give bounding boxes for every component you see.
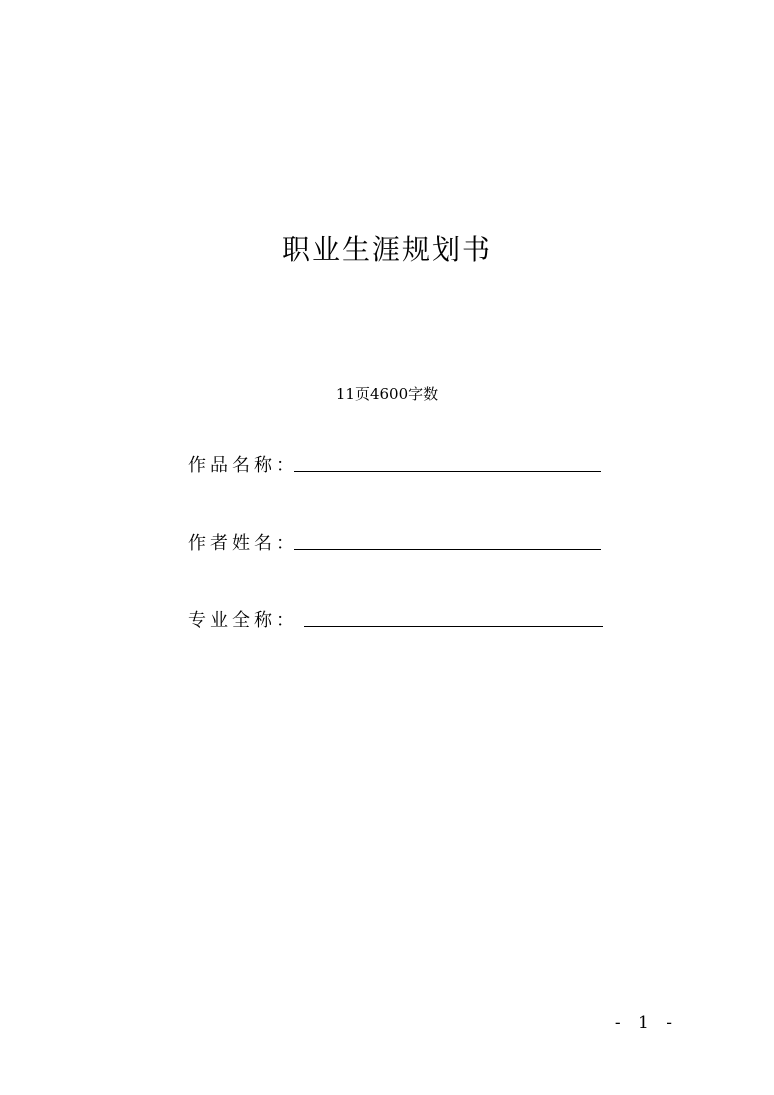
- work-name-field: [188, 451, 608, 479]
- document-title: 职业生涯规划书: [281, 233, 492, 266]
- page-number: - 1 -: [614, 1013, 678, 1033]
- work-name-label: 作品名称：: [188, 455, 298, 476]
- major-name-label: 专业全称：: [188, 610, 298, 631]
- major-name-field: [188, 606, 608, 634]
- author-name-field: [188, 529, 608, 557]
- author-name-underline: [294, 549, 601, 550]
- author-name-label: 作者姓名：: [188, 533, 298, 554]
- work-name-underline: [294, 471, 601, 472]
- page-word-count: 11页4600字数: [335, 385, 439, 403]
- major-name-underline: [304, 626, 603, 627]
